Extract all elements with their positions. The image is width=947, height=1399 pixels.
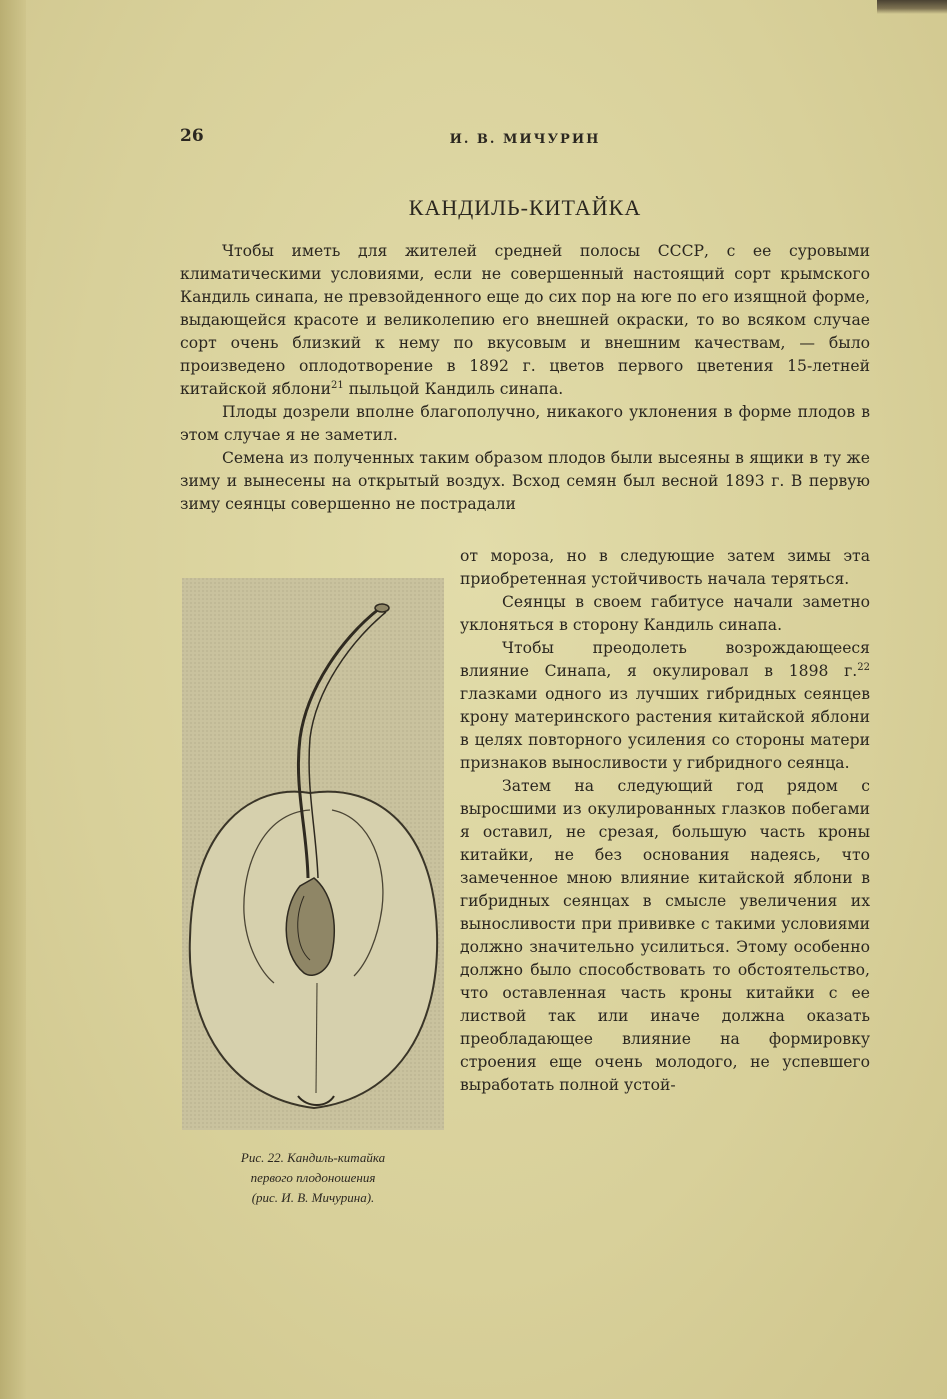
figure-caption [182,1148,444,1208]
caption-line-1: Рис. 22. Кандиль-китайка [240,1150,386,1165]
column-paragraph-2: Сеянцы в своем габитусе начали заметно уклоняться в сторону Кандиль синапа. [460,593,870,634]
column-paragraph-1: от мороза, но в следующие затем зимы эта приобретенная устойчивость начала теряться. [460,547,870,588]
caption-line-3: (рис. И. В. Мичурина). [251,1190,375,1205]
page-header [180,126,870,152]
apple-cross-section-drawing [182,578,444,1130]
paragraph-2: Плоды дозрели вполне благополучно, никакого уклонения в форме плодов в этом случае я не заметил. [180,403,870,444]
right-column-text [460,545,870,1097]
column-paragraph-4: Затем на следующий год рядом с выросшими из окулированных глазков побегами я оставил, не срезая, большую часть кроны китайки, не без основания надеясь, что замеченное мною влияние китайской яблони в гибридных сеянцах в смысле увеличения их выносливости при прививке с такими условиями должно значительно усилиться. Этому особенно должно было способствовать то обстоятельство, что оставленная часть кроны китайки с ее листвой так или иначе должна оказать преобладающее влияние на формировку строения еще очень молодого, не успевшего выработать полной устой- [460,777,870,1094]
caption-line-2: первого плодоношения [250,1170,376,1185]
running-head: И. В. МИЧУРИН [449,132,601,147]
paragraph-3: Семена из полученных таким образом плодов были высеяны в ящики в ту же зиму и вынесены на открытый воздух. Всход семян был весной 1893 г. В первую зиму сеянцы совершенно не пострадали [180,449,870,513]
book-spine [0,0,26,1399]
footnote-ref-21: 21 [330,379,344,391]
paragraph-1: Чтобы иметь для жителей средней полосы СССР, с ее суровыми климатическими условиями, если не совершенный настоящий сорт крымского Кандиль синапа, не превзойденного еще до сих пор на юге по его изящной форме, выдающейся красоте и великолепию его внешней окраски, то во всяком случае сорт очень близкий к нему по вкусовым и внешним качествам, — было произведено оплодотворение в 1892 г. цветов первого цветения 15-летней китайской яблони$^{21}$ пыльцой Кандиль синапа. [180,242,870,398]
column-paragraph-3: Чтобы преодолеть возрождающееся влияние Синапа, я окулировал в 1898 г.$^{22}$ глазками одного из лучших гибридных сеянцев крону материнского растения китайской яблони в целях повторного усиления со стороны матери признаков выносливости у гибридного сеянца. [460,639,870,772]
footnote-ref-22: 22 [857,661,870,673]
full-width-text [180,240,870,516]
page-number: 26 [180,126,204,146]
article-title: КАНДИЛЬ-КИТАЙКА [408,195,642,220]
apple-illustration [182,578,444,1130]
stem-tip [375,604,389,612]
page-corner-shadow [877,0,947,14]
